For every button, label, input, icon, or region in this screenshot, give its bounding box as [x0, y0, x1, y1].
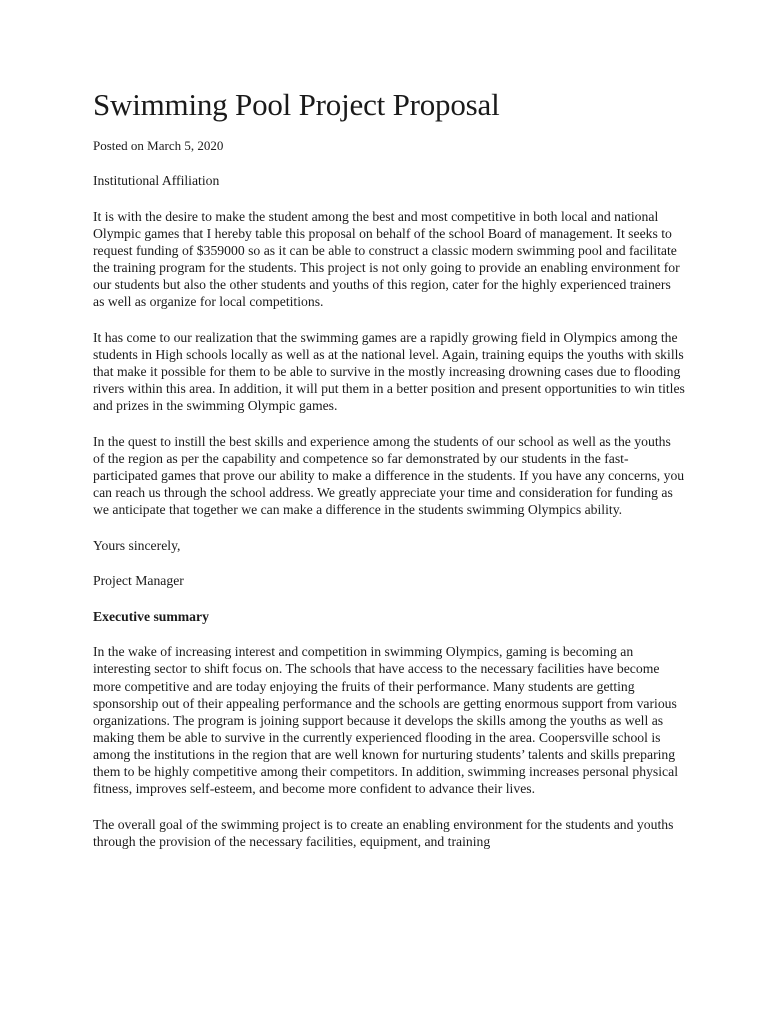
summary-paragraph: The overall goal of the swimming project is to create an enabling environment for the students and youths through the provision of the necessary facilities, equipment, and training: [93, 816, 674, 849]
document-body: [93, 172, 685, 868]
summary-paragraph: In the wake of increasing interest and competition in swimming Olympics, gaming is becoming an interesting sector to shift focus on. The schools that have access to the necessary facilities have become more competitive and are today enjoying the fruits of their performance. Many students are getting sponsorship out of their appealing performance and the schools are getting enormous support from various organizations. The program is joining support because it develops the skills among the youths as well as making them be able to survive in the currently experienced flooding in the area. Coopersville school is among the institutions in the region that are well known for nurturing students’ talents and skills preparing them to be highly competitive among their competitors. In addition, swimming increases personal physical fitness, improves self-esteem, and become more confident to advance their lives.: [93, 644, 679, 797]
section-heading-executive-summary: Executive summary: [93, 608, 209, 624]
document-title: Swimming Pool Project Proposal: [93, 87, 500, 122]
body-paragraph: It is with the desire to make the student among the best and most competitive in both local and national Olympic games that I hereby table this proposal on behalf of the school Board of management. It seeks to request funding of $359000 so as it can be able to construct a classic modern swimming pool and facilitate the training program for the students. This project is not only going to provide an enabling environment for our students but also the other students and youths of this region, cater for the highly experienced trainers as well as organize for local competitions.: [93, 208, 680, 310]
signer-title: Project Manager: [93, 573, 184, 589]
body-paragraph: In the quest to instill the best skills and experience among the students of our school as well as the youths of the region as per the capability and competence so far demonstrated by our students in the fast-participated games that prove our ability to make a difference in the students. If you have any concerns, you can reach us through the school address. We greatly appreciate your time and consideration for funding as we anticipate that together we can make a difference in the students swimming Olympics ability.: [93, 433, 685, 517]
body-paragraph: It has come to our realization that the swimming games are a rapidly growing field in Olympics among the students in High schools locally as well as at the national level. Again, training equips the youths with skills that make it possible for them to be able to survive in the mostly increasing drowning cases due to flooding rivers within this area. In addition, it will put them in a better position and present opportunities to win titles and prizes in the swimming Olympic games.: [93, 329, 685, 414]
posted-date: Posted on March 5, 2020: [93, 138, 224, 153]
closing-salutation: Yours sincerely,: [93, 537, 181, 553]
institutional-affiliation: Institutional Affiliation: [93, 173, 220, 188]
